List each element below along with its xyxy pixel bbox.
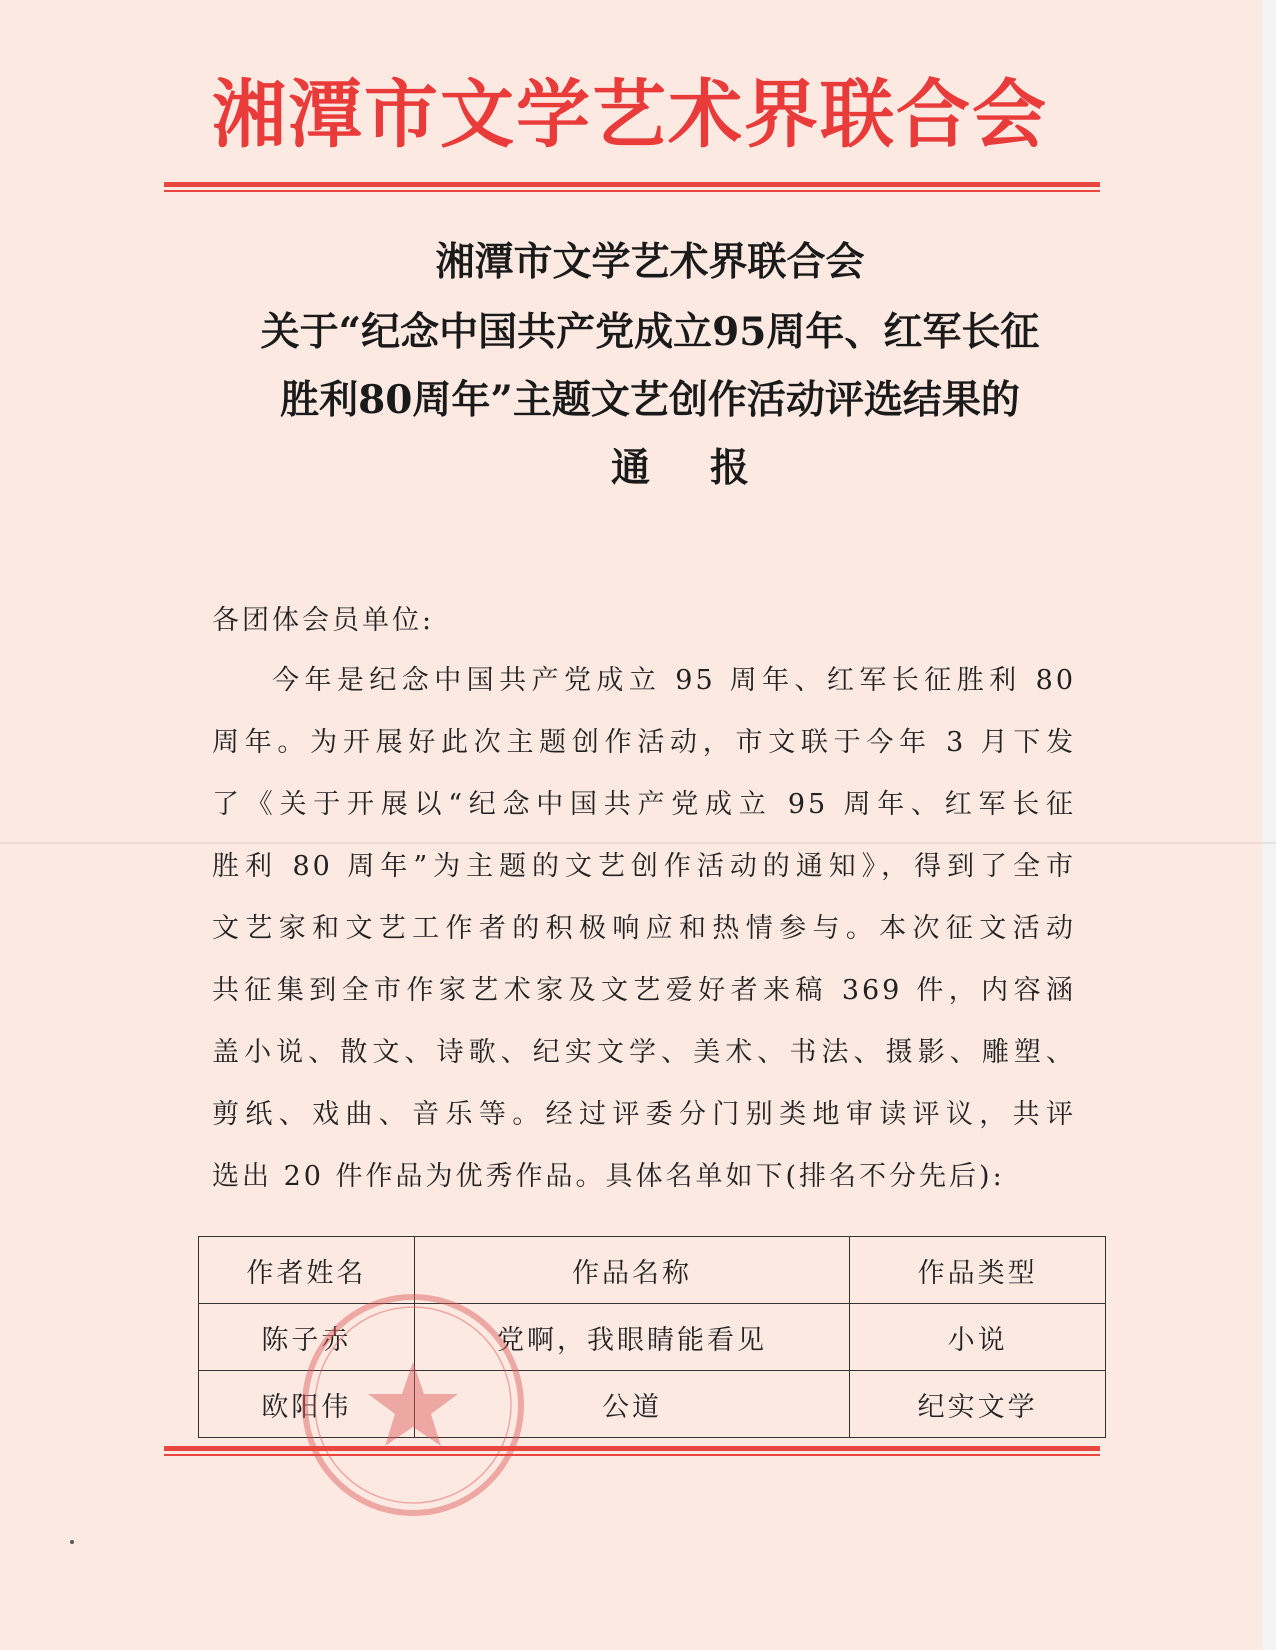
body-line: 今年是纪念中国共产党成立 95 周年、红军长征胜利 80	[272, 665, 1076, 696]
body-line: 文艺家和文艺工作者的积极响应和热情参与。本次征文活动	[212, 913, 1076, 944]
footer-red-rule	[164, 1446, 1100, 1451]
header-work-title: 作品名称	[414, 1237, 850, 1304]
cell-author: 陈子赤	[199, 1304, 415, 1371]
notice-title-line-3: 胜利80周年”主题文艺创作活动评选结果的	[280, 377, 1020, 423]
body-line: 胜利 80 周年”为主题的文艺创作活动的通知》，得到了全市	[212, 851, 1076, 882]
cell-work-type: 小说	[850, 1304, 1106, 1371]
footer-red-rule-thin	[164, 1454, 1100, 1456]
body-line: 剪纸、戏曲、音乐等。经过评委分门别类地审读评议，共评	[212, 1099, 1076, 1130]
cell-work-title: 党啊，我眼睛能看见	[414, 1304, 850, 1371]
letterhead-title: 湘潭市文学艺术界联合会	[212, 72, 1048, 158]
body-line: 周年。为开展好此次主题创作活动，市文联于今年 3 月下发	[212, 727, 1076, 758]
notice-title-line-2: 关于“纪念中国共产党成立95周年、红军长征	[260, 309, 1040, 355]
salutation: 各团体会员单位:	[212, 605, 435, 636]
cell-work-type: 纪实文学	[850, 1371, 1106, 1438]
body-line: 盖小说、散文、诗歌、纪实文学、美术、书法、摄影、雕塑、	[212, 1037, 1076, 1068]
body-line: 了《关于开展以“纪念中国共产党成立 95 周年、红军长征	[212, 789, 1076, 820]
body-line: 共征集到全市作家艺术家及文艺爱好者来稿 369 件，内容涵	[212, 975, 1076, 1006]
cell-author: 欧阳伟	[199, 1371, 415, 1438]
header-author: 作者姓名	[199, 1237, 415, 1304]
header-work-type: 作品类型	[850, 1237, 1106, 1304]
notice-title-line-4: 通报	[610, 445, 809, 491]
notice-title-line-1: 湘潭市文学艺术界联合会	[435, 239, 865, 285]
paper-speck	[70, 1540, 74, 1544]
cell-work-title: 公道	[414, 1371, 850, 1438]
letterhead-red-rule-thin	[164, 190, 1100, 192]
seal-star-icon	[368, 1362, 458, 1446]
body-line: 选出 20 件作品为优秀作品。具体名单如下(排名不分先后):	[212, 1161, 1005, 1192]
letterhead-red-rule	[164, 182, 1100, 187]
paper-edge	[1262, 0, 1276, 1650]
official-seal-stamp	[298, 1290, 528, 1520]
